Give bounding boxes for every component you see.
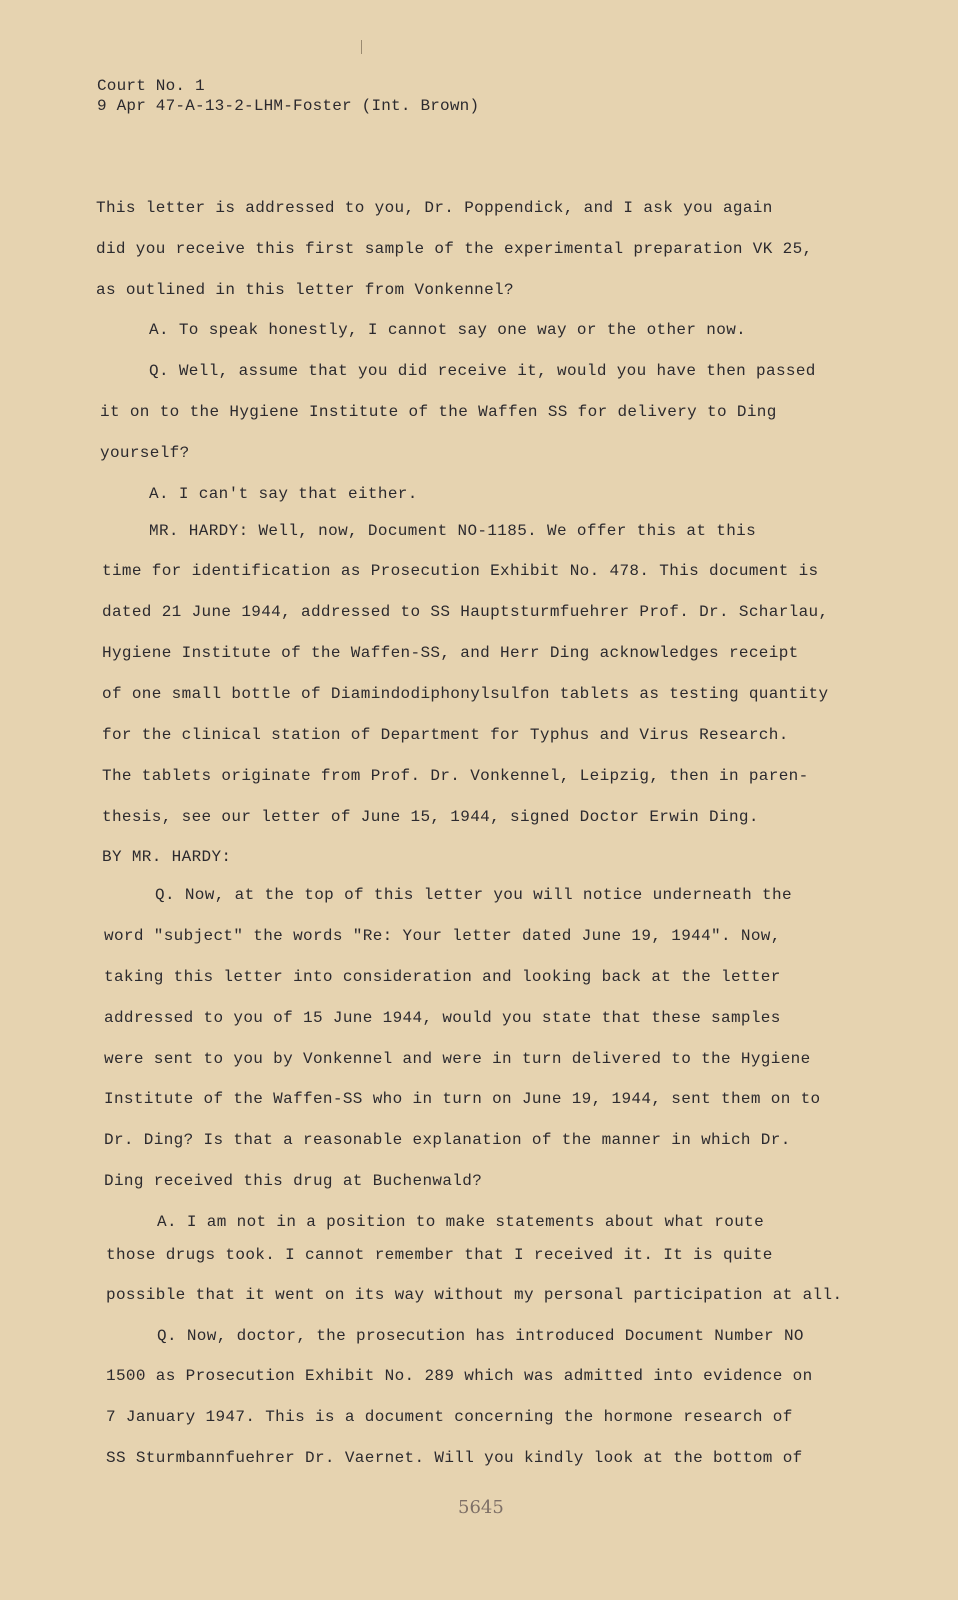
session-reference: 9 Apr 47-A-13-2-LHM-Foster (Int. Brown) (97, 97, 480, 115)
transcript-line: yourself? (100, 444, 190, 462)
transcript-line: thesis, see our letter of June 15, 1944, signed Doctor Erwin Ding. (102, 808, 759, 826)
question-line: Q. Well, assume that you did receive it, would you have then passed (149, 362, 816, 380)
speaker-line: MR. HARDY: Well, now, Document NO-1185. We offer this at this (149, 522, 757, 540)
punch-mark (361, 40, 362, 54)
transcript-line: those drugs took. I cannot remember that I received it. It is quite (106, 1246, 773, 1264)
transcript-line: taking this letter into consideration and looking back at the letter (104, 968, 781, 986)
answer-line: A. I can't say that either. (149, 485, 418, 503)
transcript-line: Dr. Ding? Is that a reasonable explanation of the manner in which Dr. (104, 1131, 791, 1149)
transcript-line: dated 21 June 1944, addressed to SS Hauptsturmfuehrer Prof. Dr. Scharlau, (102, 603, 829, 621)
question-line: Q. Now, at the top of this letter you will notice underneath the (155, 886, 792, 904)
transcript-line: 7 January 1947. This is a document concerning the hormone research of (106, 1408, 793, 1426)
transcript-line: 1500 as Prosecution Exhibit No. 289 which was admitted into evidence on (106, 1367, 813, 1385)
transcript-line: Institute of the Waffen-SS who in turn on June 19, 1944, sent them on to (104, 1090, 821, 1108)
transcript-line: Hygiene Institute of the Waffen-SS, and Herr Ding acknowledges receipt (102, 644, 799, 662)
transcript-line: possible that it went on its way without my personal participation at all. (106, 1286, 843, 1304)
examiner-heading: BY MR. HARDY: (102, 848, 232, 866)
question-line: Q. Now, doctor, the prosecution has introduced Document Number NO (157, 1327, 804, 1345)
transcript-line: Ding received this drug at Buchenwald? (104, 1172, 483, 1190)
transcript-line: as outlined in this letter from Vonkennel? (96, 281, 514, 299)
transcript-line: of one small bottle of Diamindodiphonylsulfon tablets as testing quantity (102, 685, 829, 703)
transcript-line: This letter is addressed to you, Dr. Poppendick, and I ask you again (96, 199, 773, 217)
transcript-line: time for identification as Prosecution Exhibit No. 478. This document is (102, 562, 819, 580)
page-number: 5645 (458, 1497, 504, 1518)
page-header (97, 76, 479, 116)
court-label: Court No. 1 (97, 77, 205, 95)
transcript-line: it on to the Hygiene Institute of the Waffen SS for delivery to Ding (100, 403, 777, 421)
transcript-line: The tablets originate from Prof. Dr. Vonkennel, Leipzig, then in paren- (102, 767, 809, 785)
transcript-line: addressed to you of 15 June 1944, would you state that these samples (104, 1009, 781, 1027)
transcript-line: were sent to you by Vonkennel and were in turn delivered to the Hygiene (104, 1050, 811, 1068)
transcript-line: word "subject" the words "Re: Your letter dated June 19, 1944". Now, (104, 927, 781, 945)
transcript-line: SS Sturmbannfuehrer Dr. Vaernet. Will you kindly look at the bottom of (106, 1449, 803, 1467)
transcript-line: for the clinical station of Department for Typhus and Virus Research. (102, 726, 789, 744)
transcript-line: did you receive this first sample of the experimental preparation VK 25, (96, 240, 813, 258)
answer-line: A. I am not in a position to make statements about what route (157, 1213, 765, 1231)
answer-line: A. To speak honestly, I cannot say one way or the other now. (149, 321, 747, 339)
